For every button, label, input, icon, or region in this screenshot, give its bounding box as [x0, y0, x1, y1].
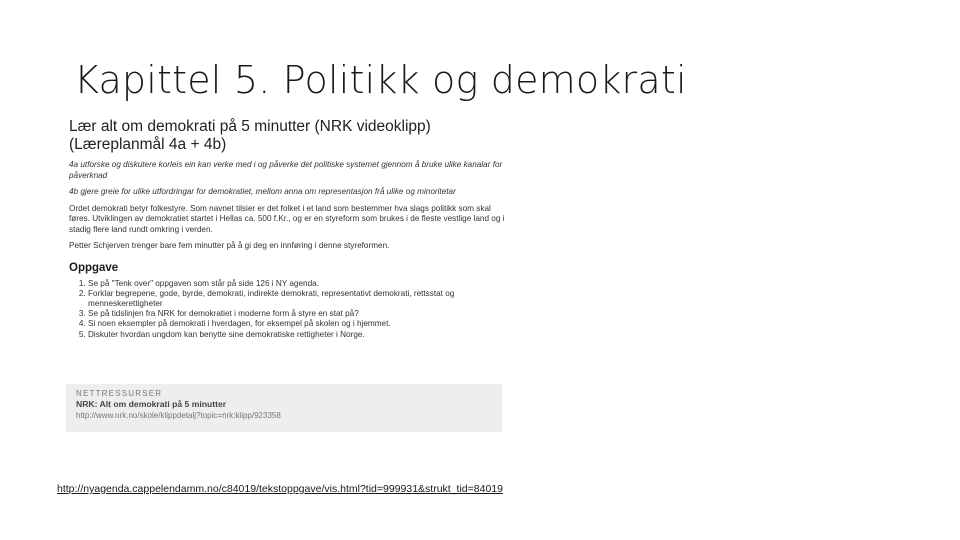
task-item: 4. Si noen eksempler på demokrati i hverdagen, for eksempel på skolen og i hjemmet. [88, 319, 506, 329]
task-item: 2. Forklar begrepene, gode, byrde, demokrati, indirekte demokrati, representativt demokrati, rettsstat og menneskerettigheter [88, 289, 506, 309]
task-item: 3. Se på tidslinjen fra NRK for demokratiet i moderne form å styre en stat på? [88, 309, 506, 319]
presenter-paragraph: Petter Schjerven trenger bare fem minutter på å gi deg en innføring i denne styreformen. [69, 241, 390, 250]
heading-line-1: Lær alt om demokrati på 5 minutter (NRK videoklipp) [69, 118, 431, 135]
goal-4b: 4b gjere greie for ulike utfordringar for demokratiet, mellom anna om representasjon frå ulike og minoritetar [69, 187, 456, 196]
task-item: 1. Se på "Tenk over" oppgaven som står på side 126 i NY agenda. [88, 279, 506, 289]
goal-4a: 4a utforske og diskutere korleis ein kan verke med i og påverke det politiske systemet gjennom å bruke ulike kanalar for påverknad [69, 160, 503, 180]
intro-paragraph: Ordet demokrati betyr folkestyre. Som navnet tilsier er det folket i et land som bestemmer hva slags politikk som skal føres. Utviklingen av demokratiet startet i Hellas ca. 500 f.Kr., og er en styreform som brukes i de fleste vestlige land og i stadig flere land rundt omkring i verden. [69, 203, 505, 234]
resource-box [66, 384, 502, 432]
source-link[interactable]: http://nyagenda.cappelendamm.no/c84019/tekstoppgave/vis.html?tid=999931&strukt_tid=84019 [57, 483, 503, 495]
slide-title: Kapittel 5. Politikk og demokrati [74, 58, 687, 102]
task-list [66, 279, 506, 340]
resource-title: NRK: Alt om demokrati på 5 minutter [76, 399, 227, 409]
embedded-screenshot [66, 118, 506, 436]
resource-label: NETTRESSURSER [76, 389, 163, 398]
task-item: 5. Diskuter hvordan ungdom kan benytte sine demokratiske rettigheter i Norge. [88, 330, 506, 340]
resource-url: http://www.nrk.no/skole/klippdetalj?topic=nrk:klipp/923358 [76, 411, 281, 420]
content-heading [69, 118, 506, 154]
heading-line-2: (Læreplanmål 4a + 4b) [69, 136, 227, 153]
task-heading: Oppgave [69, 261, 119, 274]
